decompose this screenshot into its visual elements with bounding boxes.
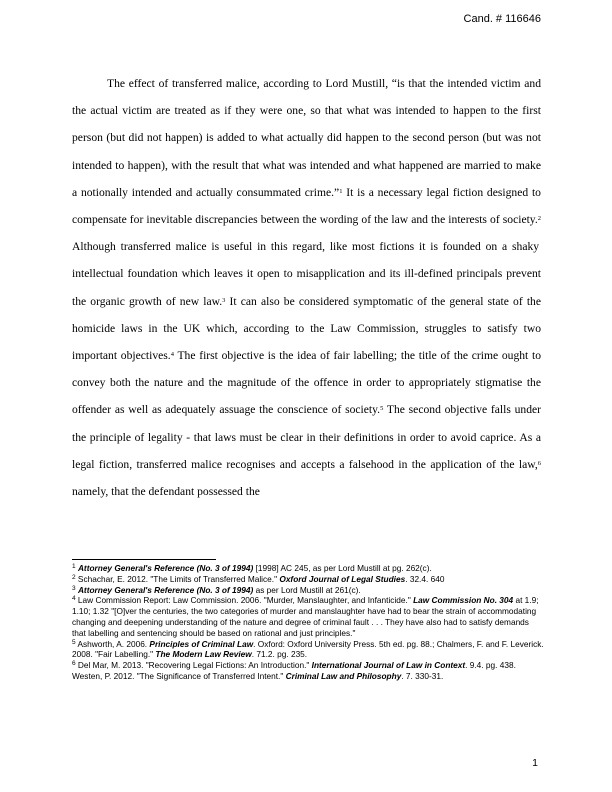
body-text-4: It can also be considered symptomatic of the general state of the homicide laws in the UK which, according to the Law Commission, struggles to satisfy two important objectives. xyxy=(72,294,541,363)
page-number: 1 xyxy=(532,757,538,769)
footnote-2 xyxy=(72,574,544,585)
footnote-marker-6: 6 xyxy=(537,459,541,467)
footnote-6 xyxy=(72,660,544,682)
footnote-text: at 1.9; 1.10; 1.32 "[O]ver the centuries, the two categories of murder and manslaughter have had to bear the strain of accommodating changing and deepening understanding of the nature and degree of criminal fault . . . They have also had to satisfy demands that labelling and sentencing should be based on rational and just principles." xyxy=(72,595,539,638)
body-text-2: It is a necessary legal fiction designed to compensate for inevitable discrepancies between the wording of the law and the interests of society. xyxy=(72,185,541,227)
body-text-7: namely, that the defendant possessed the xyxy=(72,485,260,499)
journal-title: Criminal Law and Philosophy xyxy=(285,670,402,681)
footnote-1 xyxy=(72,563,544,574)
footnote-text: . Oxford: Oxford University Press. 5th ed. pg. 88.; Chalmers, F. and F. Leverick. 2008. "Fair Labelling." xyxy=(72,638,544,660)
journal-title: The Modern Law Review xyxy=(155,649,252,660)
footnote-text: Schachar, E. 2012. "The Limits of Transferred Malice." xyxy=(75,573,280,584)
footnote-number: 4 xyxy=(72,595,76,603)
footnote-text: . 32.4. 640 xyxy=(405,573,445,584)
footnote-marker-2: 2 xyxy=(537,215,541,223)
journal-title: International Journal of Law in Context xyxy=(311,660,466,671)
footnote-number: 6 xyxy=(72,660,76,668)
book-title: Principles of Criminal Law xyxy=(149,638,254,649)
footnote-text: Law Commission Report: Law Commission. 2006. "Murder, Manslaughter, and Infanticide." xyxy=(75,595,414,606)
footnote-number: 5 xyxy=(72,638,76,646)
case-title: Attorney General's Reference (No. 3 of 1994) xyxy=(77,563,254,573)
body-text-3: Although transferred malice is useful in this regard, like most fictions it is founded on a shaky intellectual foundation which leaves it open to misapplication and its ill-defined principals prevent the organic growth of new law. xyxy=(72,240,541,308)
footnote-marker-5: 5 xyxy=(380,405,384,413)
footnote-text: . 71.2. pg. 235. xyxy=(251,649,308,660)
body-text-6: The second objective falls under the principle of legality - that laws must be clear in their definitions in order to avoid caprice. As a legal fiction, transferred malice recognises and accepts a falsehood in the application of the law, xyxy=(72,403,541,471)
body-text-1: The effect of transferred malice, according to Lord Mustill, “is that the intended victim and the actual victim are treated as if they were one, so that what was intended to happen to the first person (but did not happen) is added to what actually did happen to the second person (but was not intended to happen), with the result that what was intended and what happened are married to make a notionally intended and actually consummated crime.” xyxy=(72,77,541,199)
footnote-4 xyxy=(72,595,544,638)
journal-title: Oxford Journal of Legal Studies xyxy=(279,573,406,584)
body-text-5: The first objective is the idea of fair labelling; the title of the crime ought to convey both the nature and the magnitude of the offence in order to appropriately stigmatise the offender as well as adequately assuage the conscience of society. xyxy=(72,349,541,417)
candidate-number: Cand. # 116646 xyxy=(463,13,541,25)
footnote-marker-3: 3 xyxy=(222,296,226,304)
footnote-separator xyxy=(72,559,216,560)
footnote-marker-4: 4 xyxy=(170,351,174,359)
footnote-number: 1 xyxy=(72,563,76,570)
footnote-marker-1: 1 xyxy=(339,187,343,195)
case-title: Attorney General's Reference (No. 3 of 1994) xyxy=(77,584,254,595)
footnote-text: [1998] AC 245, as per Lord Mustill at pg. 262(c). xyxy=(253,563,432,573)
footnote-text: Del Mar, M. 2013. "Recovering Legal Fictions: An Introduction." xyxy=(75,660,312,671)
footnote-text: . 9.4. pg. 438. Westen, P. 2012. "The Significance of Transferred Intent." xyxy=(72,660,516,681)
footnote-text: Ashworth, A. 2006. xyxy=(75,638,150,649)
report-series: Law Commission No. 304 xyxy=(413,595,514,606)
body-paragraph xyxy=(72,70,541,505)
footnote-text: as per Lord Mustill at 261(c). xyxy=(253,584,361,595)
footnotes xyxy=(72,563,544,682)
footnote-5 xyxy=(72,639,544,661)
footnote-3 xyxy=(72,585,544,596)
footnote-text: . 7. 330-31. xyxy=(401,670,444,681)
footnote-number: 3 xyxy=(72,584,76,592)
footnote-number: 2 xyxy=(72,573,76,581)
